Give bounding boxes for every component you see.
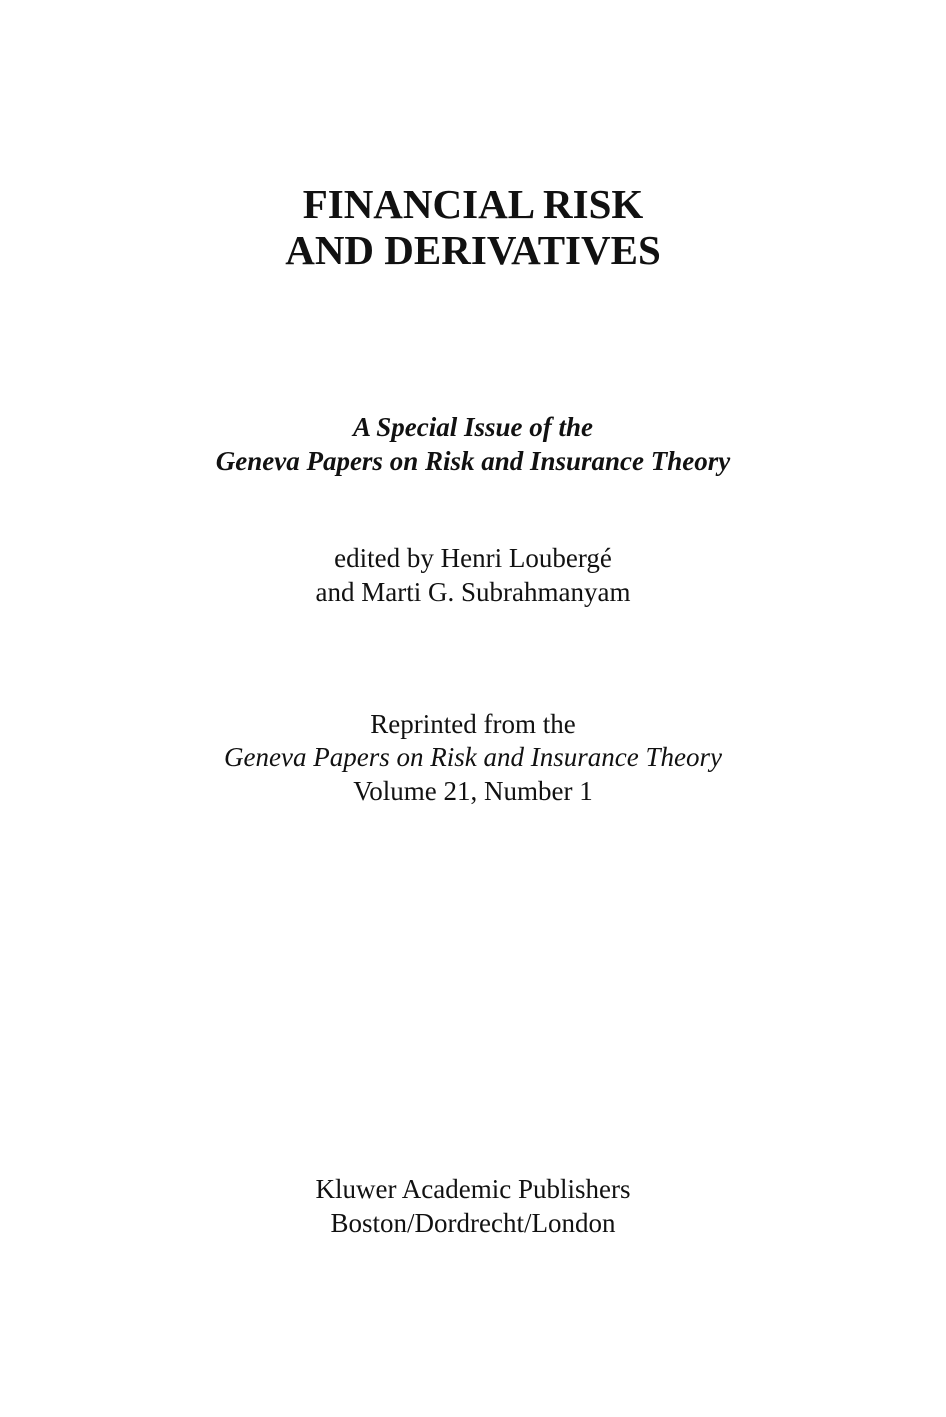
publisher-locations: Boston/Dordrecht/London <box>330 1208 616 1238</box>
book-title-line-1: FINANCIAL RISK <box>302 181 644 227</box>
editors-line-1: edited by Henri Loubergé <box>334 543 612 573</box>
editors-line-2: and Marti G. Subrahmanyam <box>315 577 631 607</box>
subtitle-line-1: A Special Issue of the <box>352 412 594 442</box>
subtitle-line-2: Geneva Papers on Risk and Insurance Theory <box>215 446 731 476</box>
reprint-volume: Volume 21, Number 1 <box>353 776 593 806</box>
book-title-line-2: AND DERIVATIVES <box>285 227 661 273</box>
reprint-journal-name: Geneva Papers on Risk and Insurance Theory <box>224 742 722 772</box>
reprint-line-1: Reprinted from the <box>370 709 576 739</box>
publisher-name: Kluwer Academic Publishers <box>315 1174 631 1204</box>
